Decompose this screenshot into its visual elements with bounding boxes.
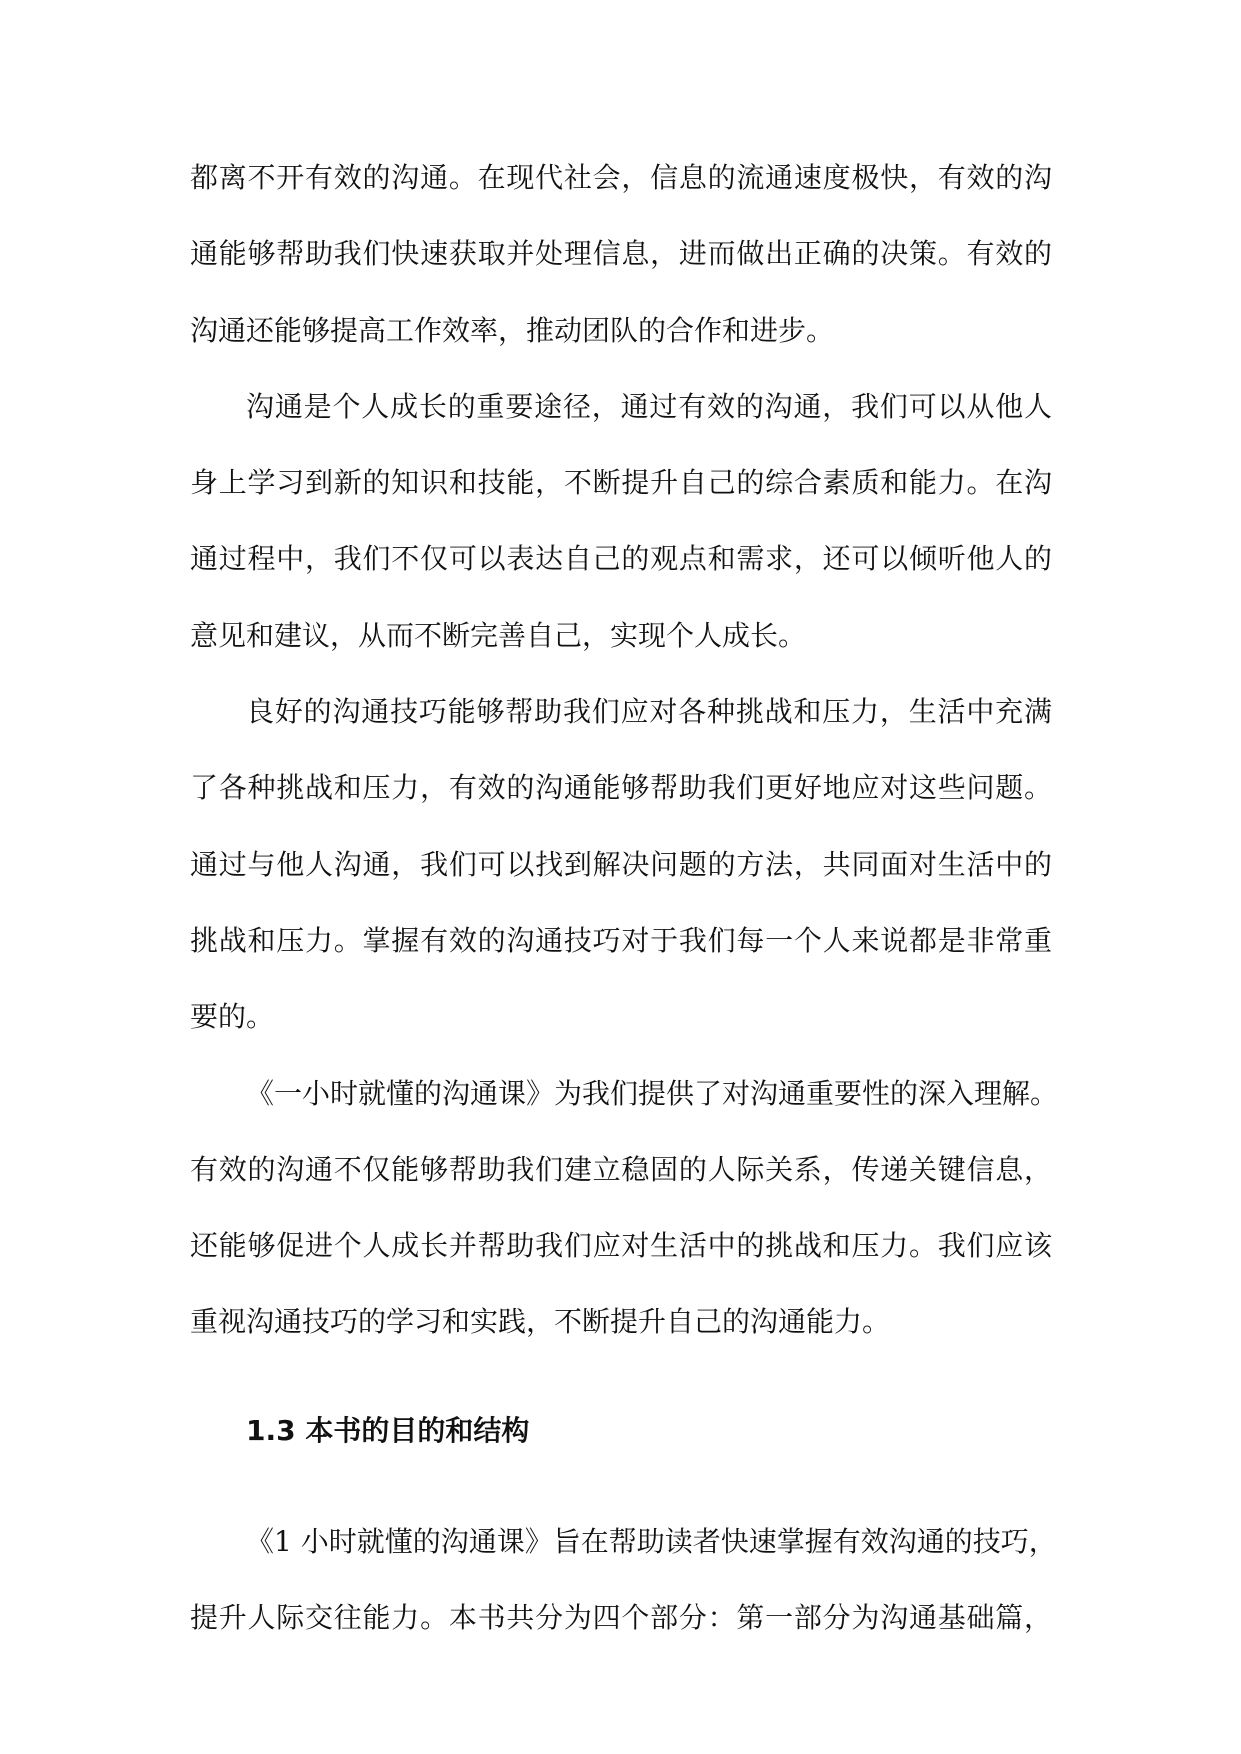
- paragraph-summary: [190, 1056, 1059, 1361]
- text-line: 《1 小时就懂的沟通课》旨在帮助读者快速掌握有效沟通的技巧，: [246, 1524, 1057, 1558]
- paragraph-book-purpose: [190, 1504, 1057, 1657]
- text-line: 有效的沟通不仅能够帮助我们建立稳固的人际关系，传递关键信息，: [190, 1152, 1052, 1186]
- text-line: 意见和建议，从而不断完善自己，实现个人成长。: [190, 618, 807, 652]
- text-line: 了各种挑战和压力，有效的沟通能够帮助我们更好地应对这些问题。: [190, 771, 1052, 805]
- text-line: 重视沟通技巧的学习和实践，不断提升自己的沟通能力。: [190, 1305, 891, 1339]
- paragraph-continuation: [190, 140, 1052, 369]
- paragraph-challenges: [190, 674, 1052, 1055]
- text-line: 沟通还能够提高工作效率，推动团队的合作和进步。: [190, 313, 835, 347]
- text-line: 要的。: [190, 1000, 275, 1034]
- section-heading: 1.3 本书的目的和结构: [246, 1413, 530, 1447]
- text-line: 身上学习到新的知识和技能，不断提升自己的综合素质和能力。在沟: [190, 466, 1052, 500]
- text-line: 提升人际交往能力。本书共分为四个部分：第一部分为沟通基础篇，: [190, 1601, 1052, 1635]
- text-line: 通过与他人沟通，我们可以找到解决问题的方法，共同面对生活中的: [190, 847, 1052, 881]
- paragraph-personal-growth: [190, 369, 1052, 674]
- text-line: 还能够促进个人成长并帮助我们应对生活中的挑战和压力。我们应该: [190, 1229, 1052, 1263]
- text-line: 通能够帮助我们快速获取并处理信息，进而做出正确的决策。有效的: [190, 237, 1052, 271]
- text-line: 《一小时就懂的沟通课》为我们提供了对沟通重要性的深入理解。: [246, 1076, 1059, 1110]
- text-line: 通过程中，我们不仅可以表达自己的观点和需求，还可以倾听他人的: [190, 542, 1052, 576]
- text-line: 良好的沟通技巧能够帮助我们应对各种挑战和压力，生活中充满: [246, 695, 1052, 729]
- text-line: 挑战和压力。掌握有效的沟通技巧对于我们每一个人来说都是非常重: [190, 923, 1052, 957]
- text-line: 都离不开有效的沟通。在现代社会，信息的流通速度极快，有效的沟: [190, 161, 1052, 194]
- text-line: 沟通是个人成长的重要途径，通过有效的沟通，我们可以从他人: [246, 389, 1052, 423]
- page-body: [190, 140, 1059, 1657]
